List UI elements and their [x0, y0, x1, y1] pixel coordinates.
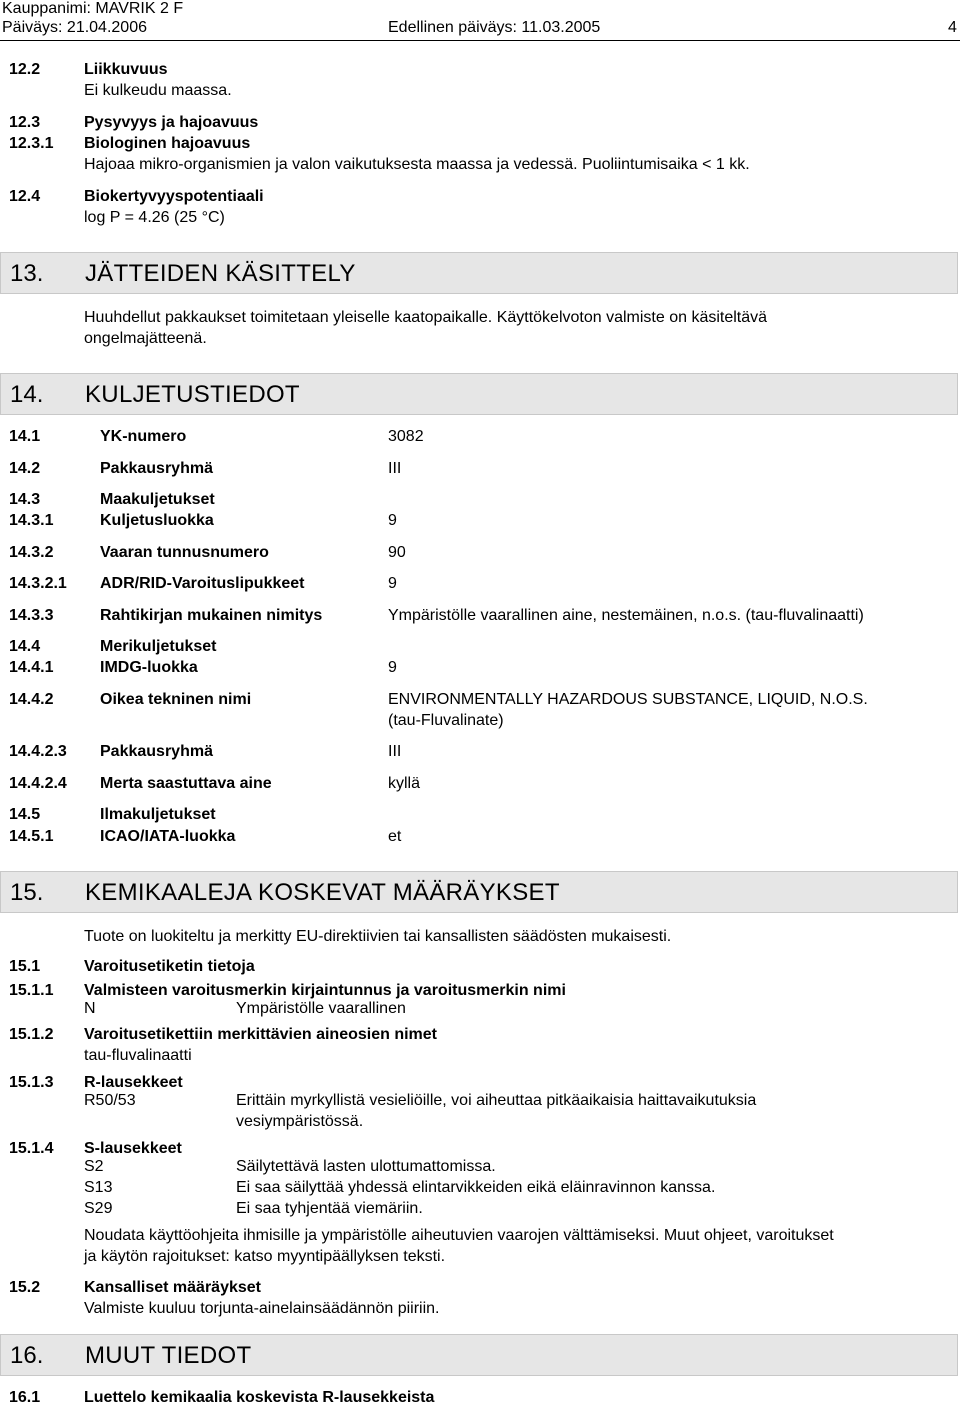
sub-heading: Varoitusetiketin tietoja [84, 958, 255, 975]
s-phrase-text: Ei saa tyhjentää viemäriin. [236, 1200, 423, 1217]
sub-heading: Valmisteen varoitusmerkin kirjaintunnus ja varoitusmerkin nimi [84, 982, 566, 999]
row-value: 90 [388, 544, 406, 561]
sub-number: 16.1 [9, 1389, 41, 1406]
row-number: 14.5.1 [9, 828, 54, 845]
row-value: III [388, 743, 402, 760]
previous-date: Edellinen päiväys: 11.03.2005 [388, 19, 601, 36]
header-rule [0, 40, 960, 41]
row-number: 14.3.1 [9, 512, 54, 529]
row-label: ICAO/IATA-luokka [100, 828, 236, 845]
section-number: 16. [10, 1342, 44, 1369]
symbol-code: N [84, 1000, 96, 1017]
r-phrase-text: Erittäin myrkyllistä vesieliöille, voi aiheuttaa pitkäaikaisia haittavaikutuksia [236, 1092, 757, 1109]
sub-number: 12.2 [9, 61, 41, 78]
row-label: Vaaran tunnusnumero [100, 544, 269, 561]
row-number: 14.4.1 [9, 659, 54, 676]
sub-heading: Luettelo kemikaalia koskevista R-lausekkeista [84, 1389, 435, 1406]
section-title: JÄTTEIDEN KÄSITTELY [85, 260, 356, 287]
row-label: Rahtikirjan mukainen nimitys [100, 607, 323, 624]
section-text: Tuote on luokiteltu ja merkitty EU-direktiivien tai kansallisten säädösten mukaisesti. [84, 928, 672, 945]
row-label: ADR/RID-Varoituslipukkeet [100, 575, 305, 592]
row-value: 9 [388, 512, 397, 529]
row-value: ENVIRONMENTALLY HAZARDOUS SUBSTANCE, LIQUID, N.O.S. [388, 691, 868, 708]
row-label: IMDG-luokka [100, 659, 198, 676]
row-value: 9 [388, 575, 397, 592]
sub-number: 15.2 [9, 1279, 41, 1296]
row-number: 14.4 [9, 638, 41, 655]
sub-text: Ei kulkeudu maassa. [84, 82, 232, 99]
r-phrase-code: R50/53 [84, 1092, 136, 1109]
row-label: Merta saastuttava aine [100, 775, 272, 792]
sub-number: 15.1.1 [9, 982, 54, 999]
row-number: 14.2 [9, 460, 41, 477]
row-label: Oikea tekninen nimi [100, 691, 252, 708]
row-number: 14.3.2 [9, 544, 54, 561]
row-label: Maakuljetukset [100, 491, 215, 508]
sub-heading: Biokertyvyyspotentiaali [84, 188, 264, 205]
usage-note: ja käytön rajoitukset: katso myyntipäällyksen teksti. [84, 1248, 446, 1265]
row-number: 14.3.2.1 [9, 575, 67, 592]
row-value: kyllä [388, 775, 421, 792]
sub-heading: Varoitusetikettiin merkittävien aineosien nimet [84, 1026, 437, 1043]
row-number: 14.4.2 [9, 691, 54, 708]
s-phrase-text: Ei saa säilyttää yhdessä elintarvikkeiden eikä eläinravinnon kanssa. [236, 1179, 716, 1196]
section-14-header [0, 373, 958, 415]
sub-number: 12.3.1 [9, 135, 54, 152]
sub-number: 15.1.4 [9, 1140, 54, 1157]
sub-number: 15.1.2 [9, 1026, 54, 1043]
section-text: ongelmajätteenä. [84, 330, 207, 347]
sub-number: 12.3 [9, 114, 41, 131]
product-name: Kauppanimi: MAVRIK 2 F [2, 0, 184, 17]
row-number: 14.4.2.4 [9, 775, 67, 792]
s-phrase-code: S2 [84, 1158, 104, 1175]
sub-heading: Pysyvyys ja hajoavuus [84, 114, 259, 131]
row-value: 3082 [388, 428, 424, 445]
section-text: Huuhdellut pakkaukset toimitetaan yleiselle kaatopaikalle. Käyttökelvoton valmiste on käsiteltävä [84, 309, 768, 326]
row-value-continued: (tau-Fluvalinate) [388, 712, 504, 729]
section-title: KULJETUSTIEDOT [85, 381, 300, 408]
symbol-name: Ympäristölle vaarallinen [236, 1000, 406, 1017]
section-number: 15. [10, 879, 44, 906]
row-number: 14.4.2.3 [9, 743, 67, 760]
s-phrase-text: Säilytettävä lasten ulottumattomissa. [236, 1158, 496, 1175]
section-title: KEMIKAALEJA KOSKEVAT MÄÄRÄYKSET [85, 879, 560, 906]
sub-number: 15.1 [9, 958, 41, 975]
row-value: 9 [388, 659, 397, 676]
row-label: Kuljetusluokka [100, 512, 214, 529]
row-label: YK-numero [100, 428, 187, 445]
row-value: III [388, 460, 402, 477]
section-16-header [0, 1334, 958, 1376]
sub-heading: Kansalliset määräykset [84, 1279, 261, 1296]
section-number: 14. [10, 381, 44, 408]
row-label: Ilmakuljetukset [100, 806, 216, 823]
usage-note: Noudata käyttöohjeita ihmisille ja ympäristölle aiheutuvien vaarojen välttämiseksi. Muut ohjeet, varoitukset [84, 1227, 834, 1244]
row-label: Pakkausryhmä [100, 743, 213, 760]
r-phrase-text: vesiympäristössä. [236, 1113, 364, 1130]
section-title: MUUT TIEDOT [85, 1342, 252, 1369]
row-value: Ympäristölle vaarallinen aine, nestemäinen, n.o.s. (tau-fluvalinaatti) [388, 607, 864, 624]
sub-heading: Biologinen hajoavuus [84, 135, 251, 152]
sub-heading: Liikkuvuus [84, 61, 168, 78]
row-label: Pakkausryhmä [100, 460, 213, 477]
sub-text: Hajoaa mikro-organismien ja valon vaikutuksesta maassa ja vedessä. Puoliintumisaika < 1 kk. [84, 156, 750, 173]
sub-text: log P = 4.26 (25 °C) [84, 209, 225, 226]
section-number: 13. [10, 260, 44, 287]
row-label: Merikuljetukset [100, 638, 217, 655]
document-date: Päiväys: 21.04.2006 [2, 19, 147, 36]
row-number: 14.5 [9, 806, 41, 823]
sub-heading: S-lausekkeet [84, 1140, 182, 1157]
s-phrase-code: S29 [84, 1200, 113, 1217]
section-15-header [0, 871, 958, 913]
sub-text: tau-fluvalinaatti [84, 1047, 192, 1064]
section-13-header [0, 252, 958, 294]
sub-number: 12.4 [9, 188, 41, 205]
row-number: 14.3.3 [9, 607, 54, 624]
sub-heading: R-lausekkeet [84, 1074, 183, 1091]
sub-number: 15.1.3 [9, 1074, 54, 1091]
row-number: 14.3 [9, 491, 41, 508]
sub-text: Valmiste kuuluu torjunta-ainelainsäädännön piiriin. [84, 1300, 440, 1317]
page-number: 4 [948, 19, 957, 36]
s-phrase-code: S13 [84, 1179, 113, 1196]
row-number: 14.1 [9, 428, 41, 445]
row-value: et [388, 828, 402, 845]
